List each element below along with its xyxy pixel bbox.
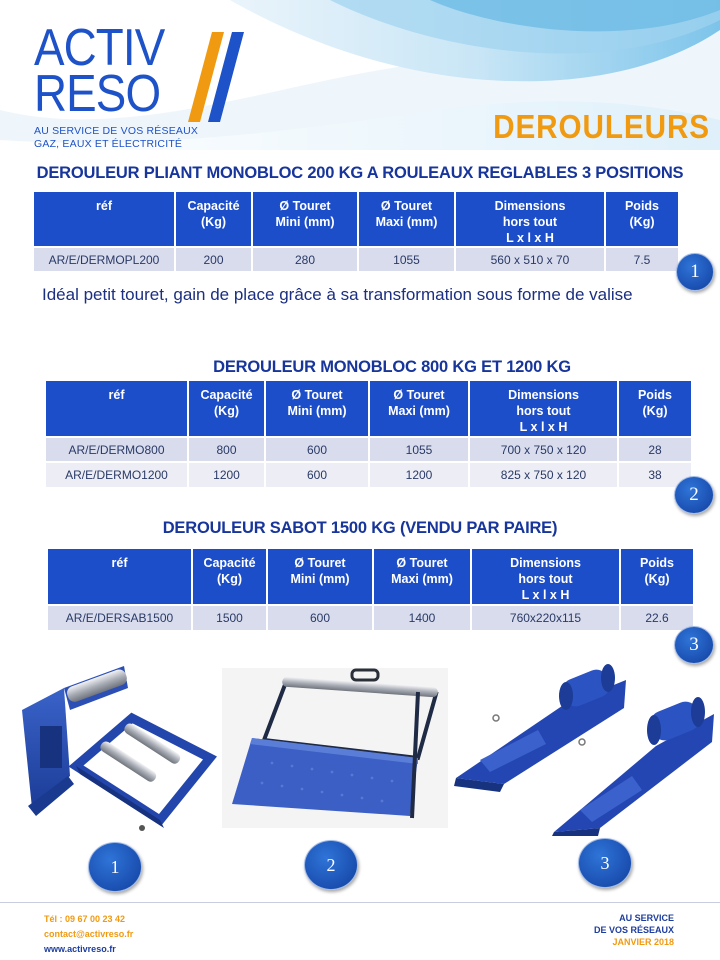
logo-slashes-mark [182,26,254,126]
cell-touret-maxi: 1055 [369,437,469,462]
footer-phone: Tél : 09 67 00 23 42 [44,914,126,924]
section-3-table [48,549,693,630]
cell-poids: 22.6 [620,605,693,630]
cell-capacite: 200 [175,247,252,271]
footer-email-link[interactable]: contact@activreso.fr [44,929,134,939]
cell-dimensions: 825 x 750 x 120 [469,462,618,487]
footer-right-line2: DE VOS RÉSEAUX [593,925,674,935]
header-poids: Poids (Kg) [620,549,693,605]
section-1-title: DEROULEUR PLIANT MONOBLOC 200 KG A ROULEAUX REGLABLES 3 POSITIONS [36,164,684,182]
cell-dimensions: 560 x 510 x 70 [455,247,605,271]
activreso-logo [34,19,244,150]
section-1-table [34,192,678,271]
product-photo-monobloc-unwinder [222,668,448,828]
section-1-badge: 1 [676,253,714,291]
header-touret-maxi: Ø Touret Maxi (mm) [373,549,471,605]
footer-right-block [594,912,674,948]
header-dimensions: Dimensions hors tout L x l x H [455,192,605,247]
header-touret-maxi: Ø Touret Maxi (mm) [369,381,469,437]
logo-tagline-2: GAZ, EAUX ET ÉLECTRICITÉ [34,138,183,150]
header-capacite: Capacité (Kg) [188,381,265,437]
section-1-description: Idéal petit touret, gain de place grâce à sa transformation sous forme de valise [42,285,633,304]
header-touret-maxi: Ø Touret Maxi (mm) [358,192,455,247]
footer-date: JANVIER 2018 [612,937,674,947]
cell-dimensions: 700 x 750 x 120 [469,437,618,462]
cell-capacite: 800 [188,437,265,462]
cell-capacite: 1200 [188,462,265,487]
header-capacite: Capacité (Kg) [175,192,252,247]
header-poids: Poids (Kg) [618,381,691,437]
logo-tagline-1: AU SERVICE DE VOS RÉSEAUX [34,125,199,137]
header-dimensions: Dimensions hors tout L x l x H [469,381,618,437]
section-2-table [46,381,691,487]
logo-text-activ: ACTIV [34,19,165,77]
cell-ref: AR/E/DERMO800 [46,437,188,462]
section-3-badge: 3 [674,626,714,664]
product-photo-folding-unwinder [14,658,220,838]
header-poids: Poids (Kg) [605,192,678,247]
header-capacite: Capacité (Kg) [192,549,267,605]
header-touret-mini: Ø Touret Mini (mm) [265,381,369,437]
table-header-row [34,192,678,247]
logo-text-reso: RESO [34,65,161,123]
table-header-row [48,549,693,605]
cell-ref: AR/E/DERMOPL200 [34,247,175,271]
cell-poids: 38 [618,462,691,487]
product-photo-sabot-unwinder [450,660,718,836]
photo-badge-1: 1 [88,842,142,892]
footer-right-line1: AU SERVICE [619,913,674,923]
page-title: DEROULEURS [493,108,710,145]
section-3-title: DEROULEUR SABOT 1500 KG (VENDU PAR PAIRE) [162,519,558,537]
table-row [34,247,678,271]
footer-divider [0,902,720,903]
photo-badge-3: 3 [578,838,632,888]
cell-touret-maxi: 1400 [373,605,471,630]
cell-touret-mini: 280 [252,247,358,271]
cell-touret-mini: 600 [265,437,369,462]
cell-poids: 7.5 [605,247,678,271]
table-header-row [46,381,691,437]
header-dimensions: Dimensions hors tout L x l x H [471,549,620,605]
header-ref: réf [34,192,175,247]
cell-dimensions: 760x220x115 [471,605,620,630]
header-ref: réf [48,549,192,605]
cell-touret-mini: 600 [265,462,369,487]
cell-touret-maxi: 1200 [369,462,469,487]
cell-ref: AR/E/DERSAB1500 [48,605,192,630]
header-touret-mini: Ø Touret Mini (mm) [252,192,358,247]
cell-ref: AR/E/DERMO1200 [46,462,188,487]
cell-touret-maxi: 1055 [358,247,455,271]
table-row [48,605,693,630]
cell-touret-mini: 600 [267,605,373,630]
table-row [46,462,691,487]
footer-contact [44,912,133,957]
header-ref: réf [46,381,188,437]
cell-capacite: 1500 [192,605,267,630]
photo-badge-2: 2 [304,840,358,890]
footer-website-link[interactable]: www.activreso.fr [44,944,116,954]
table-row [46,437,691,462]
header-touret-mini: Ø Touret Mini (mm) [267,549,373,605]
section-2-title: DEROULEUR MONOBLOC 800 KG ET 1200 KG [213,358,571,376]
section-2-badge: 2 [674,476,714,514]
cell-poids: 28 [618,437,691,462]
